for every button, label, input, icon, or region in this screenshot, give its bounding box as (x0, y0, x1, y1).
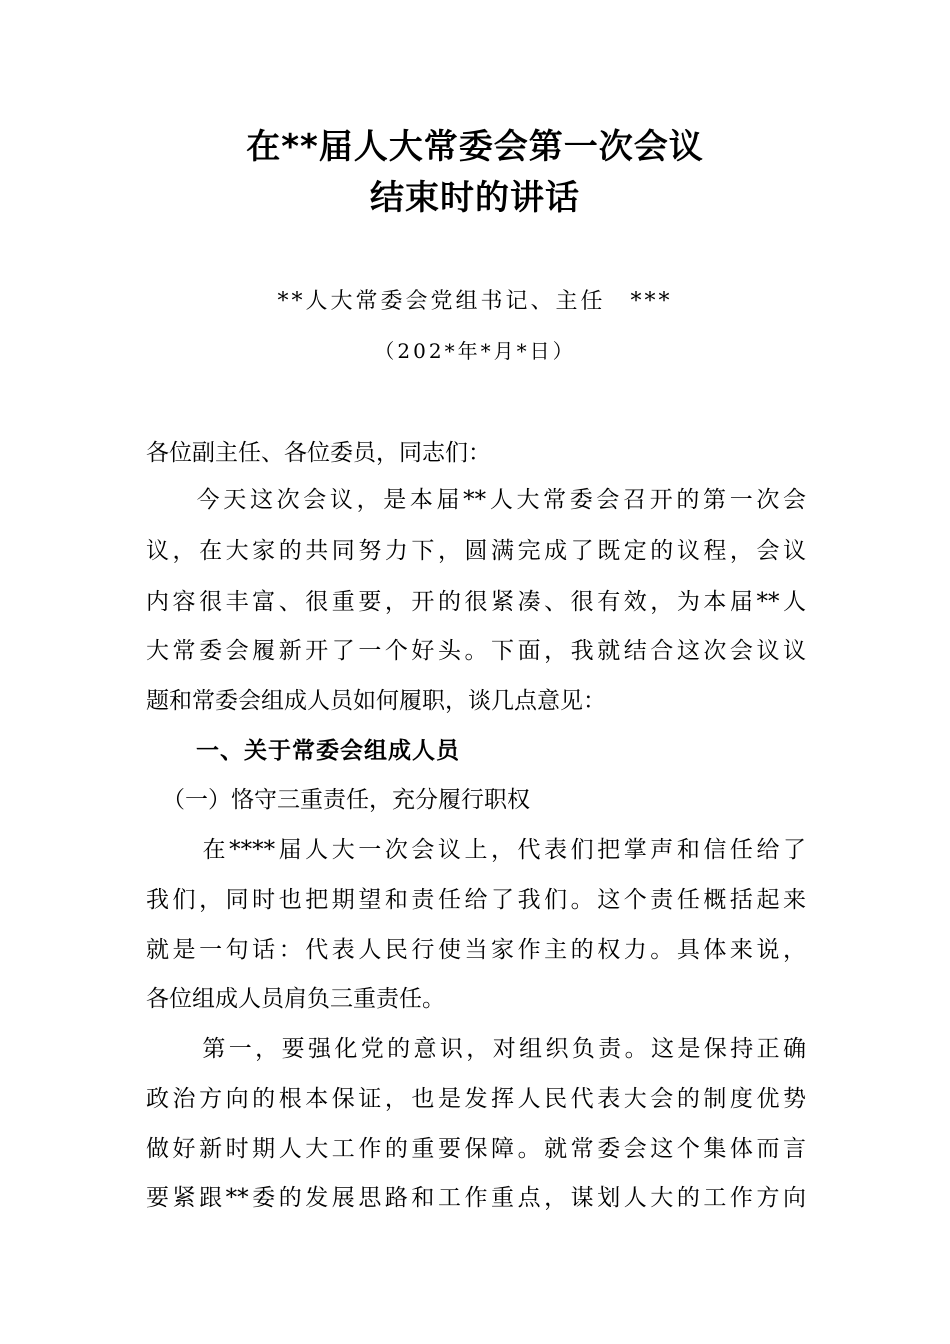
paragraph-line: 今天这次会议，是本届**人大常委会召开的第一次会 (170, 487, 806, 513)
document-title-line1: 在**届人大常委会第一次会议 (246, 127, 704, 167)
paragraph-line: 在****届人大一次会议上，代表们把掌声和信任给了 (176, 837, 806, 863)
paragraph-line: 内容很丰富、很重要，开的很紧凑、很有效，为本届**人 (146, 589, 806, 615)
paragraph-line: 政治方向的根本保证，也是发挥人民代表大会的制度优势 (146, 1086, 806, 1112)
paragraph-line: 题和常委会组成人员如何履职，谈几点意见： (146, 688, 606, 714)
date-line: （202*年*月*日） (374, 339, 576, 363)
paragraph-line: 第一，要强化党的意识，对组织负责。这是保持正确 (176, 1036, 806, 1062)
paragraph-line: 就是一句话：代表人民行使当家作主的权力。具体来说， (146, 937, 806, 963)
paragraph-line: 各位组成人员肩负三重责任。 (146, 986, 445, 1012)
author-line: **人大常委会党组书记、主任 *** (277, 289, 673, 314)
section-heading: 一、关于常委会组成人员 (196, 738, 460, 764)
paragraph-line: 要紧跟**委的发展思路和工作重点，谋划人大的工作方向 (146, 1185, 806, 1211)
paragraph-line: 大常委会履新开了一个好头。下面，我就结合这次会议议 (146, 638, 806, 664)
paragraph-line: 议，在大家的共同努力下，圆满完成了既定的议程，会议 (146, 538, 806, 564)
greeting: 各位副主任、各位委员，同志们： (146, 440, 491, 466)
subsection-heading: （一）恪守三重责任，充分履行职权 (162, 787, 530, 813)
paragraph-line: 我们，同时也把期望和责任给了我们。这个责任概括起来 (146, 887, 806, 913)
document-title-line2: 结束时的讲话 (370, 178, 580, 218)
paragraph-line: 做好新时期人大工作的重要保障。就常委会这个集体而言 (146, 1136, 806, 1162)
